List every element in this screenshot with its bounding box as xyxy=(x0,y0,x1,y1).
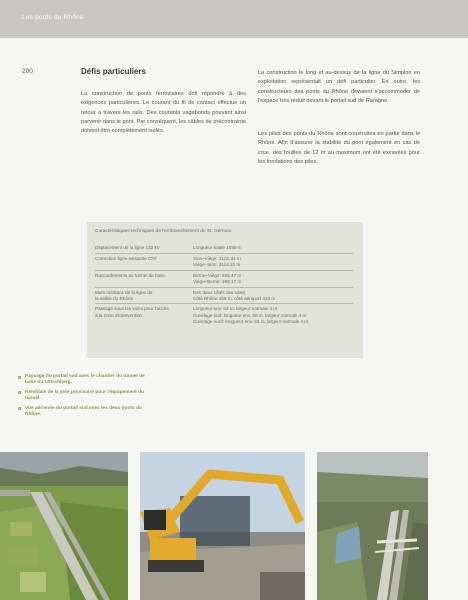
body-paragraph-3: Les piles des ponts du Rhône sont construites en partie dans le Rhône. Afin d'assurer la stabilité du pont également en cas de crue, des fouilles de 12 m au maximum ont été excavées pour les fondations des piles. xyxy=(258,131,420,165)
landscape-photo xyxy=(0,452,128,600)
photo-captions xyxy=(18,374,146,421)
running-head: Les ponts du Rhône xyxy=(22,14,84,21)
table-cell-value: Des deux côtés des voies Côté Rhône 459 m, côté aéroport 432 m xyxy=(193,289,276,301)
table-cell-label: Raccordements au tunnel de base xyxy=(95,272,165,278)
caption-bullet-icon xyxy=(18,376,21,379)
caption-item xyxy=(18,406,146,419)
table-cell-label: Déplacement de la ligne 132 kV xyxy=(95,245,160,250)
table-cell-value: Longueur env. 63 m, largeur normale 4 m Cuvelage sud: longueur env. 85 m, largeur normale 4 m Cuvelage nord: longueur env. 63 m, largeur normale 4 m xyxy=(193,306,309,324)
section-title: Défis particuliers xyxy=(81,67,146,76)
table-cell-value: Berne–Viège: 526,47 m Viège–Berne: 389,17 m xyxy=(193,272,242,284)
caption-text: Paysage du portail sud avec le chantier du tunnel de base du Lötschberg. xyxy=(25,374,145,386)
caption-text: Remblais de la voie provisoire pour l'équipement du tunnel. xyxy=(25,389,144,402)
caption-item xyxy=(18,390,146,403)
table-row xyxy=(95,304,353,326)
tech-table xyxy=(95,243,353,327)
table-row xyxy=(95,254,353,271)
caption-bullet-icon xyxy=(18,391,21,394)
table-row xyxy=(95,271,353,288)
aerial-illustration xyxy=(317,452,428,600)
excavator-photo xyxy=(140,452,305,600)
table-cell-label: Passage sous les voies pour l'accès à la zone d'intervention xyxy=(95,306,169,318)
table-cell-value: Sion–Viège: 2101,34 m Viège–Sion: 2114,20 m xyxy=(193,255,241,267)
tech-table-title: Caractéristiques techniques de l'embranchement de St. German xyxy=(95,229,232,234)
body-paragraph-2: La construction le long et au-dessus de la ligne du Simplon en exploitation représentait un défi particulier. En outre, les constructeurs des ponts du Rhône devaient s'accommoder de l'espace très réduit devant le portail sud de Raragne. xyxy=(258,70,420,104)
aerial-bridges-photo xyxy=(317,452,428,600)
excavator-illustration xyxy=(140,452,305,600)
table-row xyxy=(95,288,353,305)
table-cell-label: Murs médians de la ligne de la vallée du Rhône xyxy=(95,289,153,301)
caption-item xyxy=(18,374,146,387)
table-row xyxy=(95,243,353,254)
landscape-illustration xyxy=(0,452,128,600)
body-paragraph-1: La construction de ponts ferroviaires doit répondre à des exigences particulières. Le courant du fil de contact effectue un retour à travers les rails. Des courants vagabonds pouvant ainsi parvenir dans le pont. Par conséquent, les câbles de précontrainte doivent être complètement isolés. xyxy=(81,91,246,135)
caption-text: Vue aérienne du portail sud avec les deux ponts du Rhône. xyxy=(25,405,142,418)
table-cell-value: Longueur totale 1080 m xyxy=(193,245,242,250)
technical-characteristics-box xyxy=(87,222,363,358)
table-cell-label: Correction ligne existante CFF xyxy=(95,255,158,261)
page-number: 200 xyxy=(22,68,33,75)
caption-bullet-icon xyxy=(18,407,21,410)
